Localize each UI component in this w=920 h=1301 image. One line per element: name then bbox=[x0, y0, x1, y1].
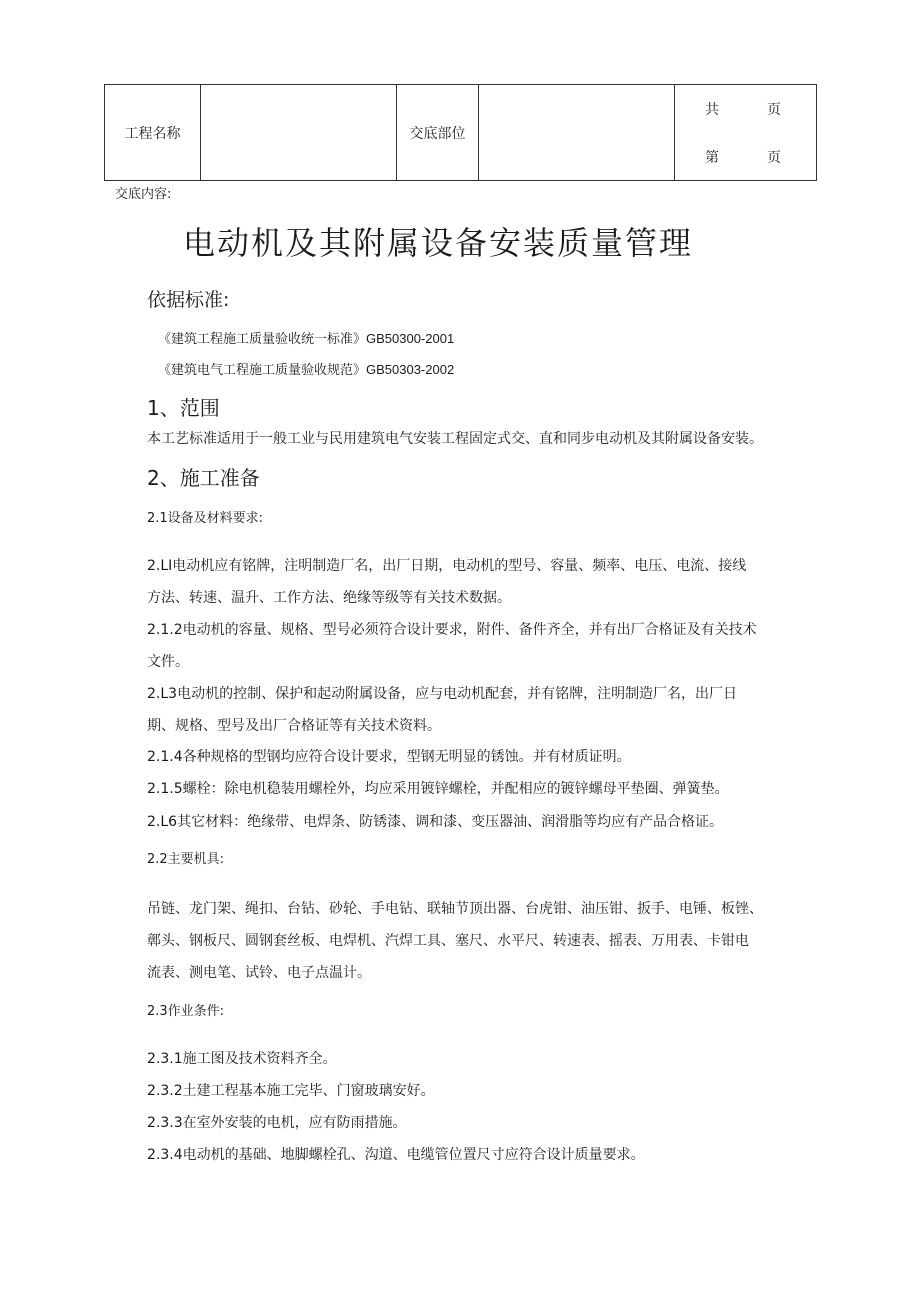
tools-line1: 吊链、龙门架、绳扣、台钻、砂轮、手电钻、联轴节顶出器、台虎钳、油压钳、扳手、电锤、板锉、 bbox=[147, 901, 763, 917]
p213-line1: 2.L3电动机的控制、保护和起动附属设备，应与电动机配套，并有铭牌，注明制造厂名，出厂日 bbox=[147, 686, 738, 702]
p211-line1: 2.LI电动机应有铭牌，注明制造厂名，出厂日期，电动机的型号、容量、频率、电压、电流、接线 bbox=[147, 558, 747, 574]
basis-heading: 依据标准: bbox=[147, 289, 230, 311]
disclosure-part-value bbox=[479, 85, 675, 181]
p216: 2.L6其它材料：绝缘带、电焊条、防锈漆、调和漆、变压器油、润滑脂等均应有产品合格证。 bbox=[147, 814, 724, 830]
project-name-value bbox=[201, 85, 397, 181]
basis-item-1: 《建筑工程施工质量验收统一标准》GB50300-2001 bbox=[158, 331, 455, 346]
disclosure-part-label: 交底部位 bbox=[397, 85, 479, 181]
page-count-cell bbox=[675, 85, 817, 181]
section1-text: 本工艺标准适用于一般工业与民用建筑电气安装工程固定式交、直和同步电动机及其附属设备安装。 bbox=[147, 431, 763, 447]
section2-heading: 2、施工准备 bbox=[147, 466, 260, 490]
disclosure-content-label: 交底内容: bbox=[115, 187, 172, 202]
section1-heading: 1、范围 bbox=[147, 396, 220, 420]
p232: 2.3.2土建工程基本施工完毕、门窗玻璃安好。 bbox=[147, 1083, 435, 1099]
p212-line1: 2.1.2电动机的容量、规格、型号必须符合设计要求，附件、备件齐全，并有出厂合格证及有关技术 bbox=[147, 622, 757, 638]
p214: 2.1.4各种规格的型钢均应符合设计要求，型钢无明显的锈蚀。并有材质证明。 bbox=[147, 749, 631, 765]
header-table bbox=[104, 84, 817, 181]
p231: 2.3.1施工图及技术资料齐全。 bbox=[147, 1051, 337, 1067]
tools-line3: 流表、测电笔、试铃、电子点温计。 bbox=[147, 965, 371, 981]
pages-label-2: 页 bbox=[767, 150, 781, 166]
sub23-heading: 2.3作业条件: bbox=[147, 1004, 225, 1019]
pages-label-1: 页 bbox=[767, 102, 781, 118]
total-label: 共 bbox=[705, 102, 719, 118]
sub21-heading: 2.1设备及材料要求: bbox=[147, 511, 264, 526]
p212-line2: 文件。 bbox=[147, 654, 189, 670]
basis-item-2: 《建筑电气工程施工质量验收规范》GB50303-2002 bbox=[158, 362, 455, 377]
tools-line2: 鄣头、钢板尺、圆钢套丝板、电焊机、汽焊工具、塞尺、水平尺、转速表、摇表、万用表、卡钳电 bbox=[147, 933, 749, 949]
p215: 2.1.5螺栓：除电机稳装用螺栓外，均应采用镀锌螺栓，并配相应的镀锌螺母平垫圈、弹簧垫。 bbox=[147, 781, 729, 797]
project-name-label: 工程名称 bbox=[105, 85, 201, 181]
p211-line2: 方法、转速、温升、工作方法、绝缘等级等有关技术数据。 bbox=[147, 590, 511, 606]
p233: 2.3.3在室外安装的电机，应有防雨措施。 bbox=[147, 1115, 407, 1131]
sub22-heading: 2.2主要机具: bbox=[147, 852, 225, 867]
page-label: 第 bbox=[705, 150, 719, 166]
p213-line2: 期、规格、型号及出厂合格证等有关技术资料。 bbox=[147, 718, 441, 734]
page-title: 电动机及其附属设备安装质量管理 bbox=[183, 224, 694, 262]
p234: 2.3.4电动机的基础、地脚螺栓孔、沟道、电缆管位置尺寸应符合设计质量要求。 bbox=[147, 1147, 645, 1163]
